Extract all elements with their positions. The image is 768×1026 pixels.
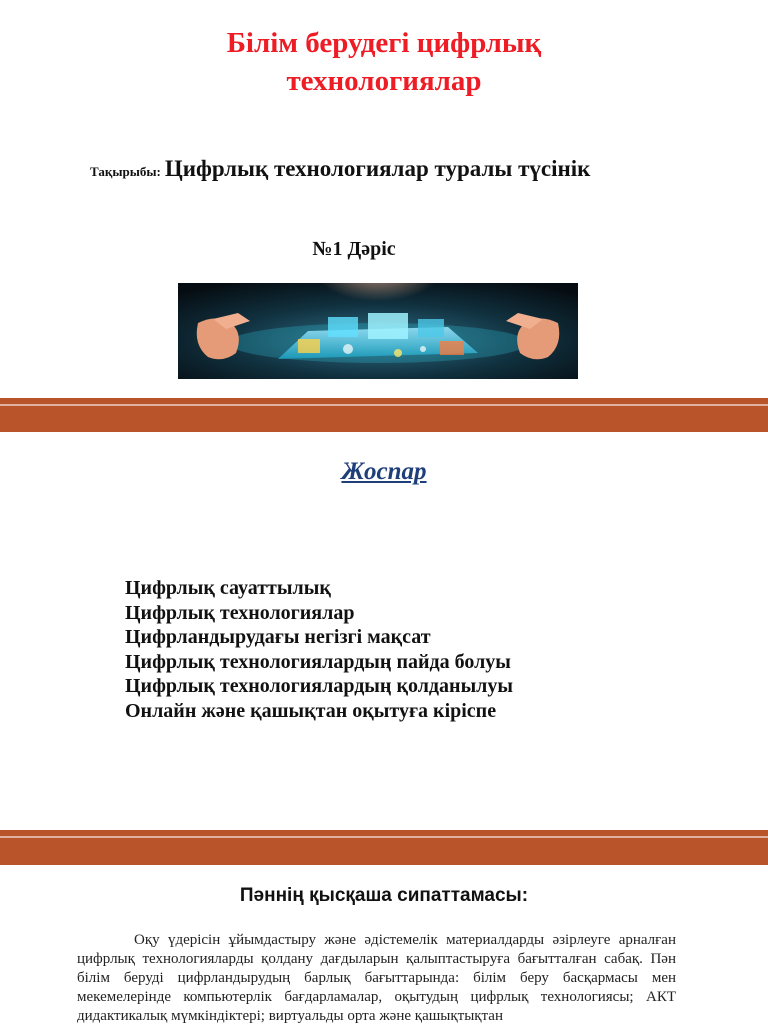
description-title: Пәннің қысқаша сипаттамасы: [239, 885, 529, 906]
description-text: Оқу үдерісін ұйымдастыру және әдістемелік материалдарды әзірлеуге арналған цифрлық технологияларды қолдану дағдыларын қалыптастыруға бағытталған сабақ. Пән білім беруді цифрландырудың барлық бағыттарында: білім беру басқармасы мен мекемелерінде компьютерлік бағдарламалар, оқытудың цифрлық технологиясы; АКТ дидактикалық мүмкіндіктері; виртуальды орта және қашықтықтан [77, 932, 676, 1024]
plan-item: Онлайн және қашықтан оқытуға кіріспе [125, 699, 497, 722]
presentation-title [0, 24, 768, 100]
title-line-2: технологиялар [286, 65, 482, 97]
divider-bar [0, 830, 768, 865]
topic-text: Цифрлық технологиялар туралы түсінік [164, 156, 591, 181]
slide-plan [0, 432, 768, 830]
plan-item: Цифрлық сауаттылық [125, 577, 331, 599]
topic-row [90, 156, 730, 182]
slide-description [0, 865, 768, 1024]
plan-list [125, 576, 513, 723]
plan-title: Жоспар [341, 458, 427, 485]
lecture-number: №1 Дәріс [312, 238, 396, 260]
plan-item: Цифрлық технологиялардың қолданылуы [125, 675, 514, 697]
hands-digital-devices-illustration [178, 283, 578, 379]
divider-line [0, 836, 768, 838]
slide-title [0, 0, 768, 398]
plan-item: Цифрлық технологиялар [125, 601, 355, 624]
plan-item: Цифрлық технологиялардың пайда болуы [125, 650, 511, 673]
divider-bar [0, 398, 768, 432]
plan-item: Цифрландырудағы негізгі мақсат [125, 626, 431, 648]
title-line-1: Білім берудегі цифрлық [226, 27, 542, 59]
divider-line [0, 404, 768, 406]
hero-image-svg [178, 283, 578, 379]
topic-label: Тақырыбы: [90, 164, 161, 179]
